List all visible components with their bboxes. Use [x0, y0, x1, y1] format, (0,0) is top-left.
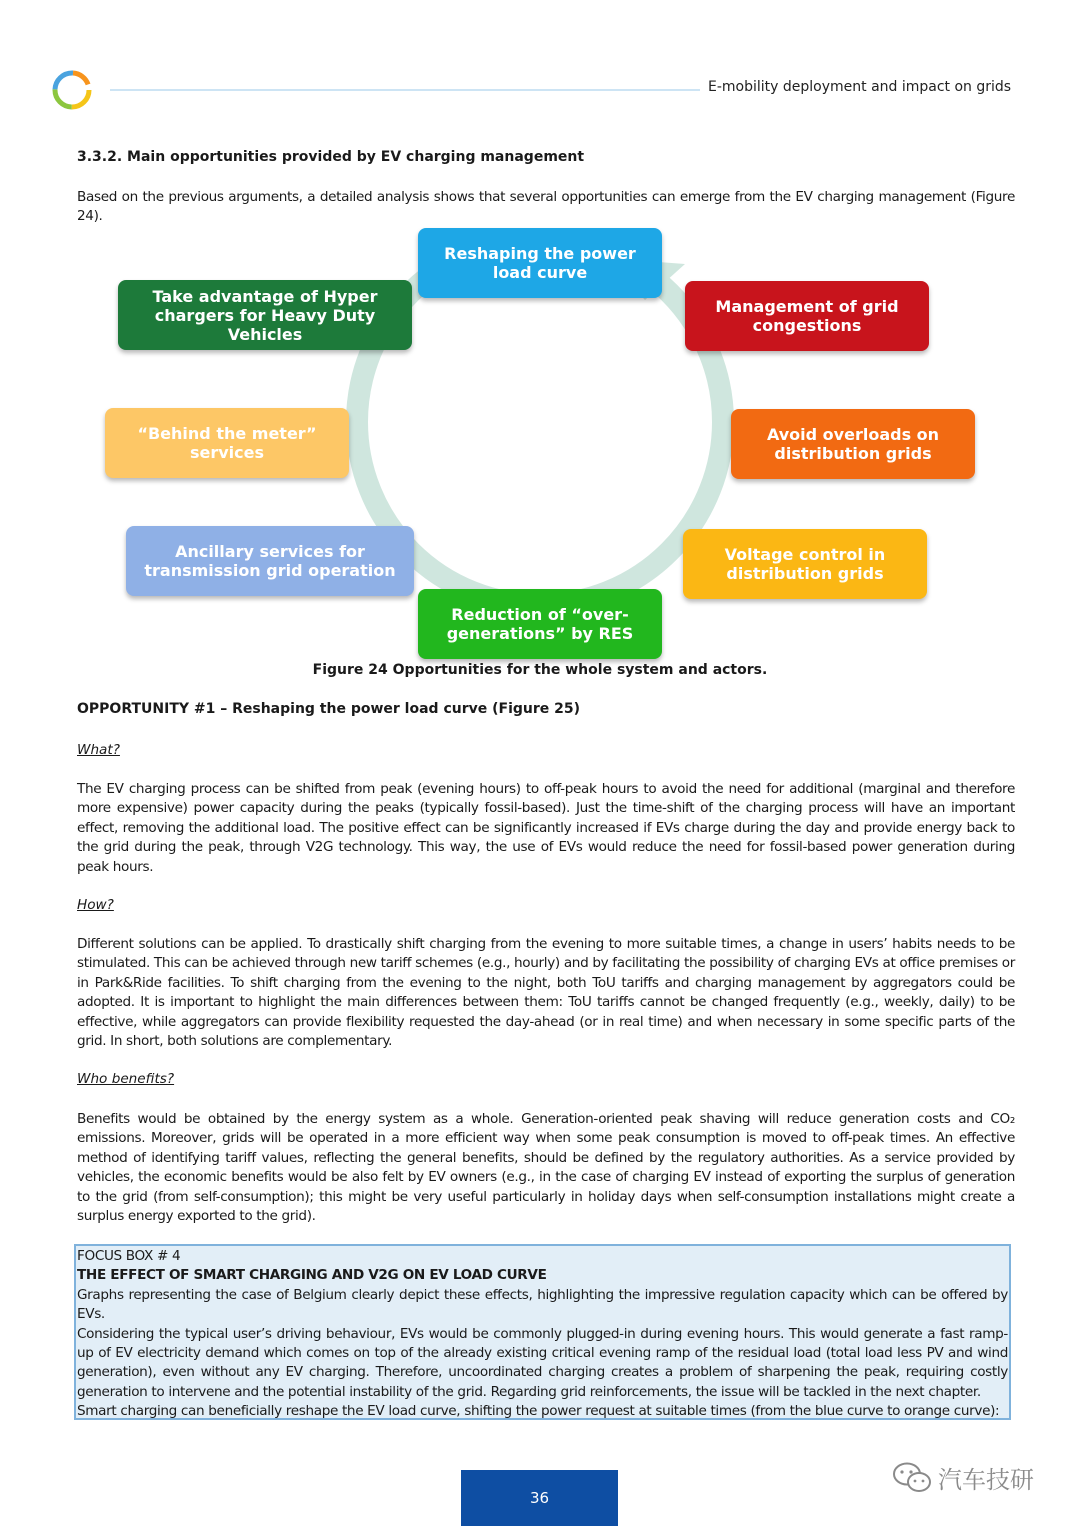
page-number: 36 — [461, 1470, 618, 1526]
section-title: 3.3.2. Main opportunities provided by EV charging management — [77, 149, 585, 165]
focus-box-paragraph: Smart charging can beneficially reshape the EV load curve, shifting the power request at suitable times (from the blue curve to orange curve): — [77, 1403, 1000, 1420]
what-paragraph: The EV charging process can be shifted from peak (evening hours) to off-peak hours to avoid the need for additional (marginal and therefore more expensive) power capacity during the peaks (typically fossil-based). Just the time-shift of the charging process will have an important effect, removing the additional load. The positive effect can be significantly increased if EVs charge during the day and provide energy back to the grid during the peak, through V2G technology. This way, the use of EVs would reduce the need for fossil-based power generation during peak hours. — [77, 781, 1015, 875]
wechat-icon — [892, 1461, 932, 1495]
what-heading: What? — [77, 742, 120, 758]
opportunity-box-behind-meter: “Behind the meter” services — [105, 408, 349, 478]
opportunity-title: OPPORTUNITY #1 – Reshaping the power load curve (Figure 25) — [77, 701, 581, 717]
focus-box-title: THE EFFECT OF SMART CHARGING AND V2G ON EV LOAD CURVE — [77, 1267, 547, 1284]
watermark-text: 汽车技研 — [938, 1466, 1034, 1494]
focus-box — [74, 1244, 1011, 1420]
opportunity-box-overloads: Avoid overloads on distribution grids — [731, 409, 975, 479]
how-heading: How? — [77, 897, 114, 913]
header-divider — [110, 89, 700, 91]
watermark — [892, 1460, 1034, 1495]
logo-ring-icon — [50, 68, 94, 112]
figure-caption: Figure 24 Opportunities for the whole system and actors. — [312, 662, 768, 678]
opportunity-box-overgeneration: Reduction of “over-generations” by RES — [418, 589, 662, 659]
opportunity-box-congestions: Management of grid congestions — [685, 281, 929, 351]
opportunity-box-reshaping: Reshaping the power load curve — [418, 228, 662, 298]
opportunities-diagram — [100, 222, 980, 662]
how-paragraph: Different solutions can be applied. To drastically shift charging from the evening to more suitable times, a change in users’ habits needs to be stimulated. This can be achieved through new tariff schemes (e.g., hourly) and by facilitating the possibility of charging EVs at office premises or in Park&Ride facilities. To shift charging from the evening to the night, both ToU tariffs and charging management by aggregators could be adopted. It is important to highlight the main differences between them: ToU tariffs cannot be changed frequently (e.g., weekly, daily) to be effective, while aggregators can provide flexibility requested the day-ahead (or in real time) and when necessary in some specific parts of the grid. In short, both solutions are complementary. — [77, 936, 1015, 1050]
section-intro: Based on the previous arguments, a detailed analysis shows that several opportunities can emerge from the EV charging management (Figure 24). — [77, 189, 1015, 225]
opportunity-box-voltage: Voltage control in distribution grids — [683, 529, 927, 599]
focus-box-paragraph: Considering the typical user’s driving behaviour, EVs would be commonly plugged-in during evening hours. This would generate a fast ramp-up of EV electricity demand which comes on top of the already existing critical evening ramp of the residual load (total load less PV and wind generation), even without any EV charging. Therefore, uncoordinated charging creates a problem of sharpening the peak, requiring costly generation to intervene and the potential instability of the grid. Regarding grid reinforcements, the issue will be tackled in the next chapter. — [77, 1325, 1008, 1400]
opportunity-box-ancillary: Ancillary services for transmission grid operation — [126, 526, 414, 596]
header-title: E-mobility deployment and impact on grids — [708, 79, 1012, 95]
who-heading: Who benefits? — [77, 1071, 175, 1087]
focus-box-paragraph: Graphs representing the case of Belgium clearly depict these effects, highlighting the impressive regulation capacity which can be offered by EVs. — [77, 1286, 1008, 1323]
who-paragraph: Benefits would be obtained by the energy system as a whole. Generation-oriented peak shaving will reduce generation costs and CO₂ emissions. Moreover, grids will be operated in a more efficient way when some peak consumption is moved to off-peak times. An effective method of identifying tariff values, reflecting the general benefits, should be defined by the regulatory authorities. As a service provided by vehicles, the economic benefits would be also felt by EV owners (e.g., in the case of charging EV instead of exporting the surplus of generation to the grid (from self-consumption); this might be very useful particularly in holiday days when self-consumption installations might create a surplus energy exported to the grid). — [77, 1111, 1015, 1225]
opportunity-box-hyper-chargers: Take advantage of Hyper chargers for Heavy Duty Vehicles — [118, 280, 412, 350]
focus-box-label: FOCUS BOX # 4 — [77, 1248, 181, 1264]
